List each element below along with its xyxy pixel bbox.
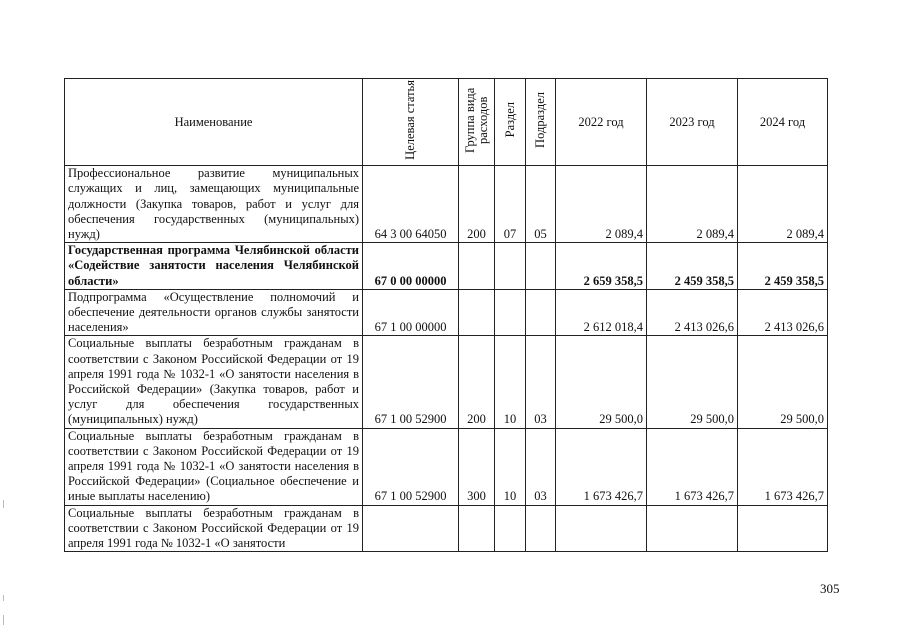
- row-2023: 29 500,0: [647, 336, 738, 428]
- header-section: Раздел: [495, 79, 526, 166]
- row-target: 67 0 00 00000: [363, 243, 459, 290]
- row-subsection: 03: [526, 428, 556, 505]
- page-number: 305: [820, 581, 840, 596]
- row-target: 67 1 00 00000: [363, 289, 459, 336]
- header-group: Группа вида расходов: [459, 79, 495, 166]
- row-subsection: [526, 289, 556, 336]
- row-2024: 1 673 426,7: [738, 428, 828, 505]
- row-2023: 2 089,4: [647, 166, 738, 243]
- row-2024: 2 413 026,6: [738, 289, 828, 336]
- row-section: [495, 505, 526, 552]
- header-2024: 2024 год: [738, 79, 828, 166]
- table-row: [65, 243, 828, 290]
- row-name: Социальные выплаты безработным гражданам в соответствии с Законом Российской Федерации от 19 апреля 1991 года № 1032-1 «О занятости: [65, 505, 363, 552]
- header-target: Целевая статья: [363, 79, 459, 166]
- row-section: 07: [495, 166, 526, 243]
- row-2024: 29 500,0: [738, 336, 828, 428]
- header-2022: 2022 год: [556, 79, 647, 166]
- row-2022: 2 612 018,4: [556, 289, 647, 336]
- row-group: 200: [459, 336, 495, 428]
- row-name: Подпрограмма «Осуществление полномочий и обеспечение деятельности органов службы занятости населения»: [65, 289, 363, 336]
- row-target: 67 1 00 52900: [363, 336, 459, 428]
- row-2022: 2 659 358,5: [556, 243, 647, 290]
- header-subsection: Подраздел: [526, 79, 556, 166]
- budget-table: [64, 78, 828, 552]
- table-row: [65, 289, 828, 336]
- table-row: [65, 428, 828, 505]
- row-subsection: 05: [526, 166, 556, 243]
- row-group: [459, 243, 495, 290]
- row-2024: [738, 505, 828, 552]
- row-name: Профессиональное развитие муниципальных служащих и лиц, замещающих муниципальные должности (Закупка товаров, работ и услуг для обеспечения государственных (муниципальных) нужд): [65, 166, 363, 243]
- header-2023: 2023 год: [647, 79, 738, 166]
- row-group: 200: [459, 166, 495, 243]
- scan-margin-marks: [0, 0, 6, 640]
- row-section: 10: [495, 428, 526, 505]
- row-2023: 1 673 426,7: [647, 428, 738, 505]
- row-subsection: 03: [526, 336, 556, 428]
- row-group: [459, 289, 495, 336]
- row-target: [363, 505, 459, 552]
- row-section: 10: [495, 336, 526, 428]
- row-group: [459, 505, 495, 552]
- row-2022: [556, 505, 647, 552]
- table-row: [65, 505, 828, 552]
- row-name: Государственная программа Челябинской области «Содействие занятости населения Челябинской области»: [65, 243, 363, 290]
- header-name: Наименование: [65, 79, 363, 166]
- row-2023: [647, 505, 738, 552]
- row-section: [495, 243, 526, 290]
- row-target: 67 1 00 52900: [363, 428, 459, 505]
- row-2023: 2 413 026,6: [647, 289, 738, 336]
- row-2024: 2 089,4: [738, 166, 828, 243]
- row-name: Социальные выплаты безработным гражданам в соответствии с Законом Российской Федерации от 19 апреля 1991 года № 1032-1 «О занятости населения в Российской Федерации» (Закупка товаров, работ и услуг для обеспечения государственных (муниципальных) нужд): [65, 336, 363, 428]
- row-2022: 29 500,0: [556, 336, 647, 428]
- row-subsection: [526, 505, 556, 552]
- row-2023: 2 459 358,5: [647, 243, 738, 290]
- row-name: Социальные выплаты безработным гражданам в соответствии с Законом Российской Федерации от 19 апреля 1991 года № 1032-1 «О занятости населения в Российской Федерации» (Социальное обеспечение и иные выплаты населению): [65, 428, 363, 505]
- row-group: 300: [459, 428, 495, 505]
- row-subsection: [526, 243, 556, 290]
- table-row: [65, 166, 828, 243]
- row-2022: 1 673 426,7: [556, 428, 647, 505]
- row-target: 64 3 00 64050: [363, 166, 459, 243]
- table-header-row: [65, 79, 828, 166]
- table-row: [65, 336, 828, 428]
- row-2022: 2 089,4: [556, 166, 647, 243]
- row-2024: 2 459 358,5: [738, 243, 828, 290]
- row-section: [495, 289, 526, 336]
